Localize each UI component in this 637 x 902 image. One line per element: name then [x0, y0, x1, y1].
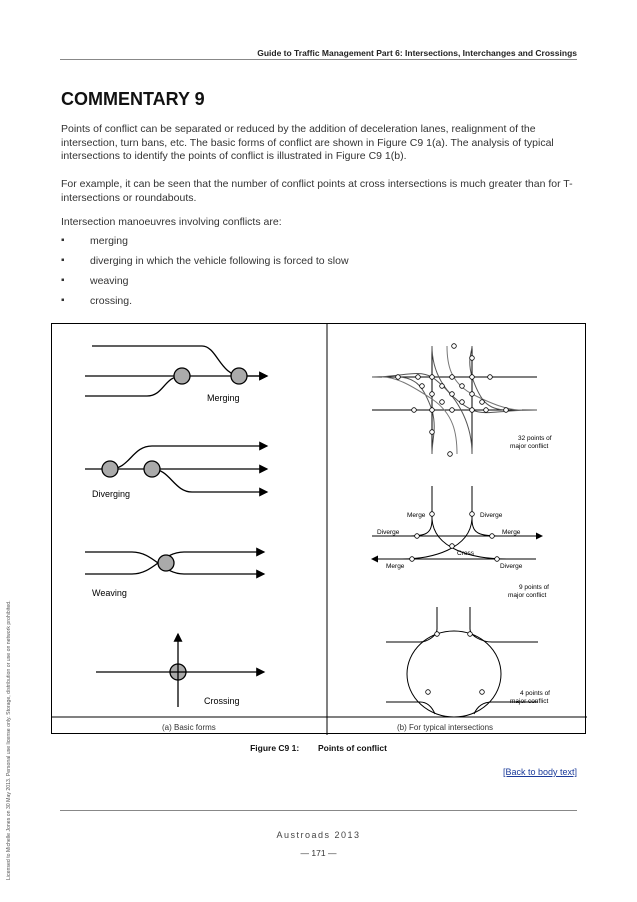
figure-points-of-conflict [51, 323, 586, 734]
t-label-merge-right: Merge [502, 529, 521, 536]
paragraph-1: Points of conflict can be separated or reduced by the addition of deceleration lanes, realignment of the intersection, turn bans, etc. The basic forms of conflict are shown in Figure C9 1(a). The analysis of typical intersections to identify the points of conflict is illustrated in Figure C9 1(b). [61, 123, 554, 162]
label-weaving: Weaving [92, 588, 127, 598]
t-note-line2: major conflict [508, 592, 547, 599]
label-merging: Merging [207, 393, 240, 403]
conflict-list [61, 235, 349, 315]
paragraph-3: Intersection manoeuvres involving conflicts are: [61, 216, 282, 228]
license-note: Licensed to Michelle Jones on 30 May 2013. Personal use license only. Storage, distribution or use on network prohibited. [6, 600, 12, 880]
t-note-line1: 9 points of [519, 584, 549, 591]
list-item: ▪ diverging in which the vehicle following is forced to slow [61, 255, 349, 275]
figure-caption-label: Figure C9 1: [250, 743, 300, 753]
merging-diagram [85, 346, 267, 396]
round-note-line2: major conflict [510, 698, 549, 705]
t-label-diverge-top: Diverge [480, 512, 503, 519]
paragraph-2: For example, it can be seen that the number of conflict points at cross intersections is much greater than for T-intersections or roundabouts. [61, 178, 573, 204]
cross-note-line2: major conflict [510, 443, 549, 450]
footer-rule [60, 810, 577, 811]
diverging-diagram [85, 446, 267, 492]
list-item: ▪ crossing. [61, 295, 349, 315]
t-label-cross: Cross [457, 550, 474, 557]
t-label-merge-top: Merge [407, 512, 426, 519]
page-title: COMMENTARY 9 [61, 89, 205, 109]
sub-caption-typical-intersections: (b) For typical intersections [397, 723, 494, 732]
figure-drawing [52, 324, 587, 735]
running-header: Guide to Traffic Management Part 6: Intersections, Interchanges and Crossings [257, 48, 577, 58]
header-rule [60, 59, 577, 60]
footer-organisation: Austroads 2013 [276, 830, 361, 840]
sub-caption-basic-forms: (a) Basic forms [162, 723, 216, 732]
label-crossing: Crossing [204, 696, 240, 706]
round-note-line1: 4 points of [520, 690, 550, 697]
t-label-diverge-left: Diverge [377, 529, 400, 536]
figure-caption [0, 743, 637, 753]
list-item: ▪ merging [61, 235, 349, 255]
cross-intersection-diagram [372, 344, 537, 457]
back-to-body-link[interactable]: [Back to body text] [502, 767, 577, 777]
cross-note-line1: 32 points of [518, 435, 552, 442]
list-item: ▪ weaving [61, 275, 349, 295]
weaving-diagram [85, 552, 264, 574]
label-diverging: Diverging [92, 489, 131, 499]
page-number: — 171 — [300, 848, 337, 858]
t-label-merge-left: Merge [386, 563, 405, 570]
t-label-diverge-right: Diverge [500, 563, 523, 570]
figure-caption-title: Points of conflict [317, 743, 387, 753]
